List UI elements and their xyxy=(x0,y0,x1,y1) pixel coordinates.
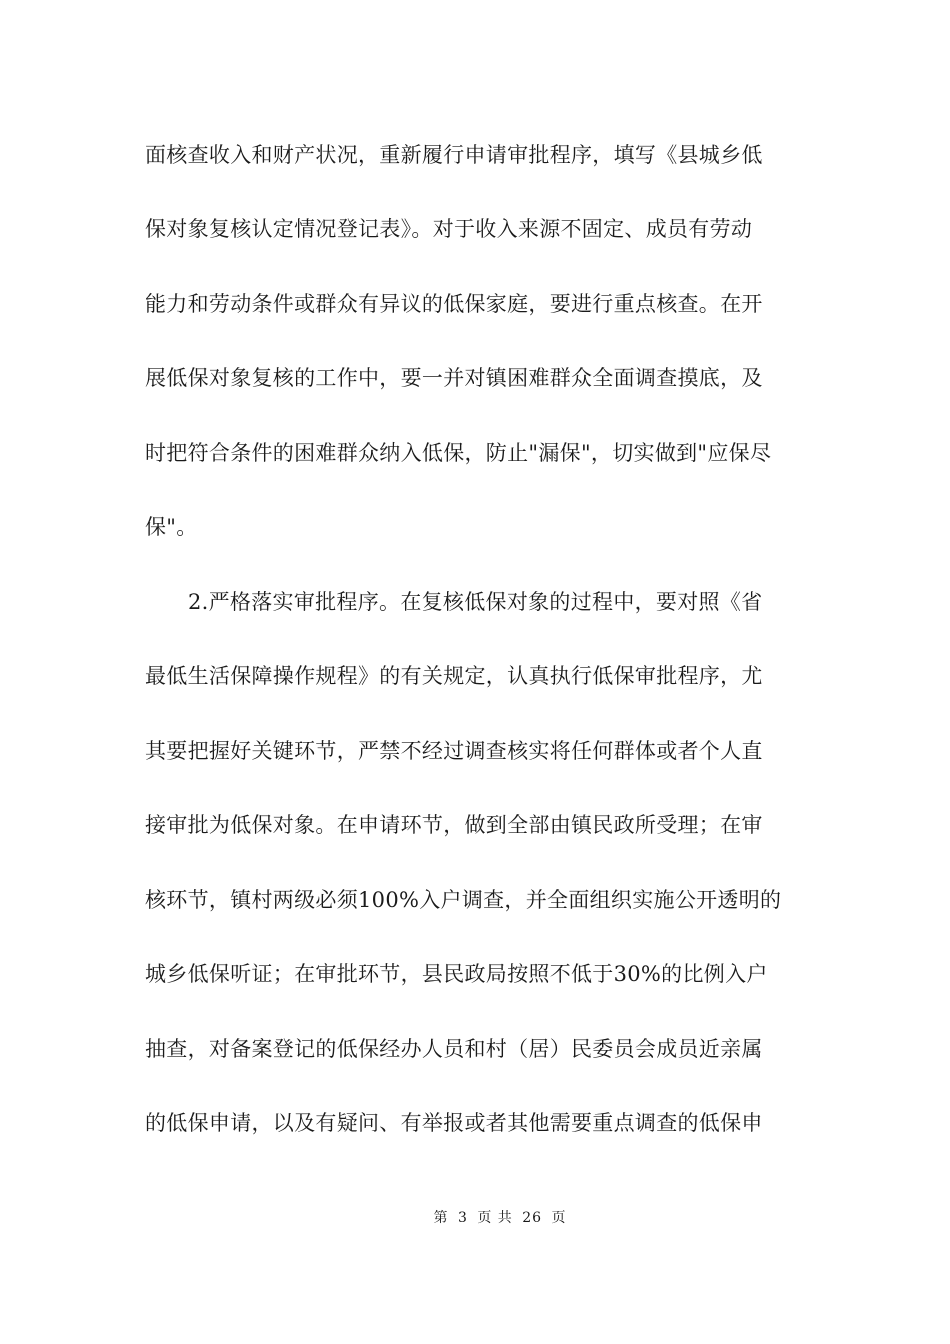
body-line-10: 接审批为低保对象。在申请环节，做到全部由镇民政所受理；在审 xyxy=(145,813,763,837)
body-line-11: 核环节，镇村两级必须100%入户调查，并全面组织实施公开透明的 xyxy=(145,888,782,912)
body-line-8: 最低生活保障操作规程》的有关规定，认真执行低保审批程序，尤 xyxy=(145,664,763,688)
body-line-12: 城乡低保听证；在审批环节，县民政局按照不低于30%的比例入户 xyxy=(145,962,768,986)
page-footer xyxy=(0,1209,950,1227)
body-line-6: 保"。 xyxy=(145,515,198,539)
body-line-1: 面核查收入和财产状况，重新履行申请审批程序，填写《县城乡低 xyxy=(145,143,763,167)
footer-middle: 页 共 xyxy=(477,1210,513,1226)
body-line-4: 展低保对象复核的工作中，要一并对镇困难群众全面调查摸底，及 xyxy=(145,366,763,390)
body-line-5: 时把符合条件的困难群众纳入低保，防止"漏保"，切实做到"应保尽 xyxy=(145,441,772,465)
footer-current-page: 3 xyxy=(457,1210,468,1226)
footer-total-pages: 26 xyxy=(522,1210,543,1226)
body-line-13: 抽查，对备案登记的低保经办人员和村（居）民委员会成员近亲属 xyxy=(145,1037,763,1061)
body-line-2: 保对象复核认定情况登记表》。对于收入来源不固定、成员有劳动 xyxy=(145,217,753,241)
body-line-9: 其要把握好关键环节，严禁不经过调查核实将任何群体或者个人直 xyxy=(145,739,763,763)
body-line-3: 能力和劳动条件或群众有异议的低保家庭，要进行重点核查。在开 xyxy=(145,292,763,316)
footer-suffix: 页 xyxy=(551,1210,567,1226)
footer-prefix: 第 xyxy=(433,1210,449,1226)
paragraph-2-first-line: 2.严格落实审批程序。在复核低保对象的过程中，要对照《省 xyxy=(188,590,763,614)
body-line-14: 的低保申请，以及有疑问、有举报或者其他需要重点调查的低保申 xyxy=(145,1111,763,1135)
